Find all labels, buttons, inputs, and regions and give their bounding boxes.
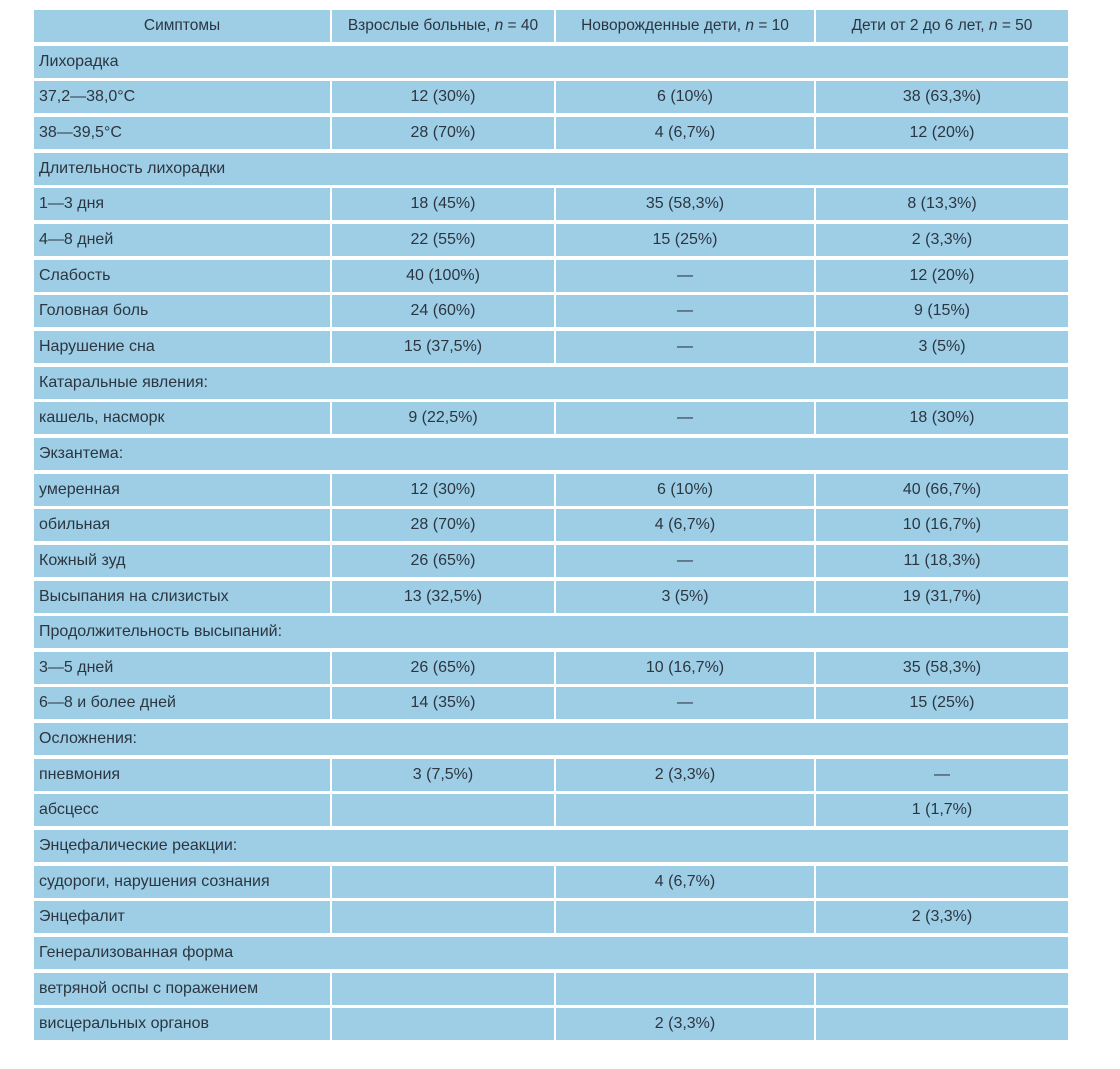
cell-children: 35 (58,3%) — [816, 652, 1068, 684]
cell-newborns: 6 (10%) — [556, 474, 814, 506]
header-adults — [332, 10, 554, 42]
cell-newborns: 2 (3,3%) — [556, 759, 814, 791]
section-header: Генерализованная форма — [34, 937, 1068, 969]
cell-adults: 3 (7,5%) — [332, 759, 554, 791]
row-label: 1—3 дня — [34, 188, 330, 220]
cell-adults: 22 (55%) — [332, 224, 554, 256]
header-newborns-prefix: Новорожденные дети, — [581, 17, 746, 34]
row-label: абсцесс — [34, 794, 330, 826]
cell-adults: 9 (22,5%) — [332, 402, 554, 434]
cell-adults — [332, 794, 554, 826]
cell-adults: 12 (30%) — [332, 474, 554, 506]
cell-newborns: — — [556, 331, 814, 363]
cell-children: 3 (5%) — [816, 331, 1068, 363]
cell-newborns: — — [556, 545, 814, 577]
cell-children: 12 (20%) — [816, 260, 1068, 292]
section-header: Осложнения: — [34, 723, 1068, 755]
cell-adults: 26 (65%) — [332, 652, 554, 684]
cell-newborns: 4 (6,7%) — [556, 866, 814, 898]
row-label: Энцефалит — [34, 901, 330, 933]
symptoms-table — [34, 10, 1068, 1040]
section-header: Катаральные явления: — [34, 367, 1068, 399]
cell-adults: 26 (65%) — [332, 545, 554, 577]
row-label: пневмония — [34, 759, 330, 791]
header-newborns — [556, 10, 814, 42]
row-label: 3—5 дней — [34, 652, 330, 684]
cell-newborns: 6 (10%) — [556, 81, 814, 113]
header-children-prefix: Дети от 2 до 6 лет, — [851, 17, 989, 34]
cell-newborns: — — [556, 260, 814, 292]
cell-children: 18 (30%) — [816, 402, 1068, 434]
cell-children — [816, 973, 1068, 1005]
cell-children — [816, 1008, 1068, 1040]
row-label: судороги, нарушения сознания — [34, 866, 330, 898]
cell-children: — — [816, 759, 1068, 791]
cell-adults: 12 (30%) — [332, 81, 554, 113]
row-label: 4—8 дней — [34, 224, 330, 256]
cell-newborns: 3 (5%) — [556, 581, 814, 613]
cell-adults: 15 (37,5%) — [332, 331, 554, 363]
header-adults-suffix: = 40 — [503, 17, 539, 34]
cell-adults — [332, 1008, 554, 1040]
header-symptoms: Симптомы — [34, 10, 330, 42]
row-label: кашель, насморк — [34, 402, 330, 434]
section-header: Энцефалические реакции: — [34, 830, 1068, 862]
section-header: Продолжительность высыпаний: — [34, 616, 1068, 648]
row-label: Кожный зуд — [34, 545, 330, 577]
row-label: ветряной оспы с поражением — [34, 973, 330, 1005]
cell-children: 8 (13,3%) — [816, 188, 1068, 220]
cell-adults — [332, 866, 554, 898]
cell-newborns: 35 (58,3%) — [556, 188, 814, 220]
cell-children: 40 (66,7%) — [816, 474, 1068, 506]
header-children — [816, 10, 1068, 42]
cell-adults: 13 (32,5%) — [332, 581, 554, 613]
header-newborns-n: n — [745, 17, 755, 34]
header-children-suffix: = 50 — [997, 17, 1033, 34]
cell-newborns: 2 (3,3%) — [556, 1008, 814, 1040]
row-label: 6—8 и более дней — [34, 687, 330, 719]
cell-children: 1 (1,7%) — [816, 794, 1068, 826]
cell-adults: 14 (35%) — [332, 687, 554, 719]
row-label: Слабость — [34, 260, 330, 292]
cell-adults: 40 (100%) — [332, 260, 554, 292]
cell-children: 15 (25%) — [816, 687, 1068, 719]
cell-children: 38 (63,3%) — [816, 81, 1068, 113]
cell-adults: 28 (70%) — [332, 117, 554, 149]
row-label: Головная боль — [34, 295, 330, 327]
cell-adults — [332, 973, 554, 1005]
header-newborns-suffix: = 10 — [754, 17, 789, 34]
cell-newborns — [556, 901, 814, 933]
row-label: 37,2—38,0°С — [34, 81, 330, 113]
cell-newborns — [556, 794, 814, 826]
cell-newborns: — — [556, 687, 814, 719]
cell-children: 2 (3,3%) — [816, 901, 1068, 933]
header-adults-prefix: Взрослые больные, — [347, 17, 495, 34]
cell-children: 9 (15%) — [816, 295, 1068, 327]
section-header: Длительность лихорадки — [34, 153, 1068, 185]
cell-children: 19 (31,7%) — [816, 581, 1068, 613]
cell-children: 2 (3,3%) — [816, 224, 1068, 256]
header-adults-n: n — [494, 17, 504, 34]
section-header: Лихорадка — [34, 46, 1068, 78]
section-header: Экзантема: — [34, 438, 1068, 470]
row-label: 38—39,5°С — [34, 117, 330, 149]
cell-newborns: 15 (25%) — [556, 224, 814, 256]
cell-children: 10 (16,7%) — [816, 509, 1068, 541]
cell-adults: 18 (45%) — [332, 188, 554, 220]
cell-newborns: — — [556, 295, 814, 327]
row-label: обильная — [34, 509, 330, 541]
cell-adults — [332, 901, 554, 933]
cell-newborns: — — [556, 402, 814, 434]
cell-children — [816, 866, 1068, 898]
header-children-n: n — [988, 17, 998, 34]
cell-newborns: 4 (6,7%) — [556, 117, 814, 149]
cell-newborns — [556, 973, 814, 1005]
row-label: умеренная — [34, 474, 330, 506]
cell-adults: 24 (60%) — [332, 295, 554, 327]
cell-adults: 28 (70%) — [332, 509, 554, 541]
cell-newborns: 4 (6,7%) — [556, 509, 814, 541]
row-label: Нарушение сна — [34, 331, 330, 363]
row-label: висцеральных органов — [34, 1008, 330, 1040]
cell-children: 12 (20%) — [816, 117, 1068, 149]
cell-children: 11 (18,3%) — [816, 545, 1068, 577]
cell-newborns: 10 (16,7%) — [556, 652, 814, 684]
row-label: Высыпания на слизистых — [34, 581, 330, 613]
